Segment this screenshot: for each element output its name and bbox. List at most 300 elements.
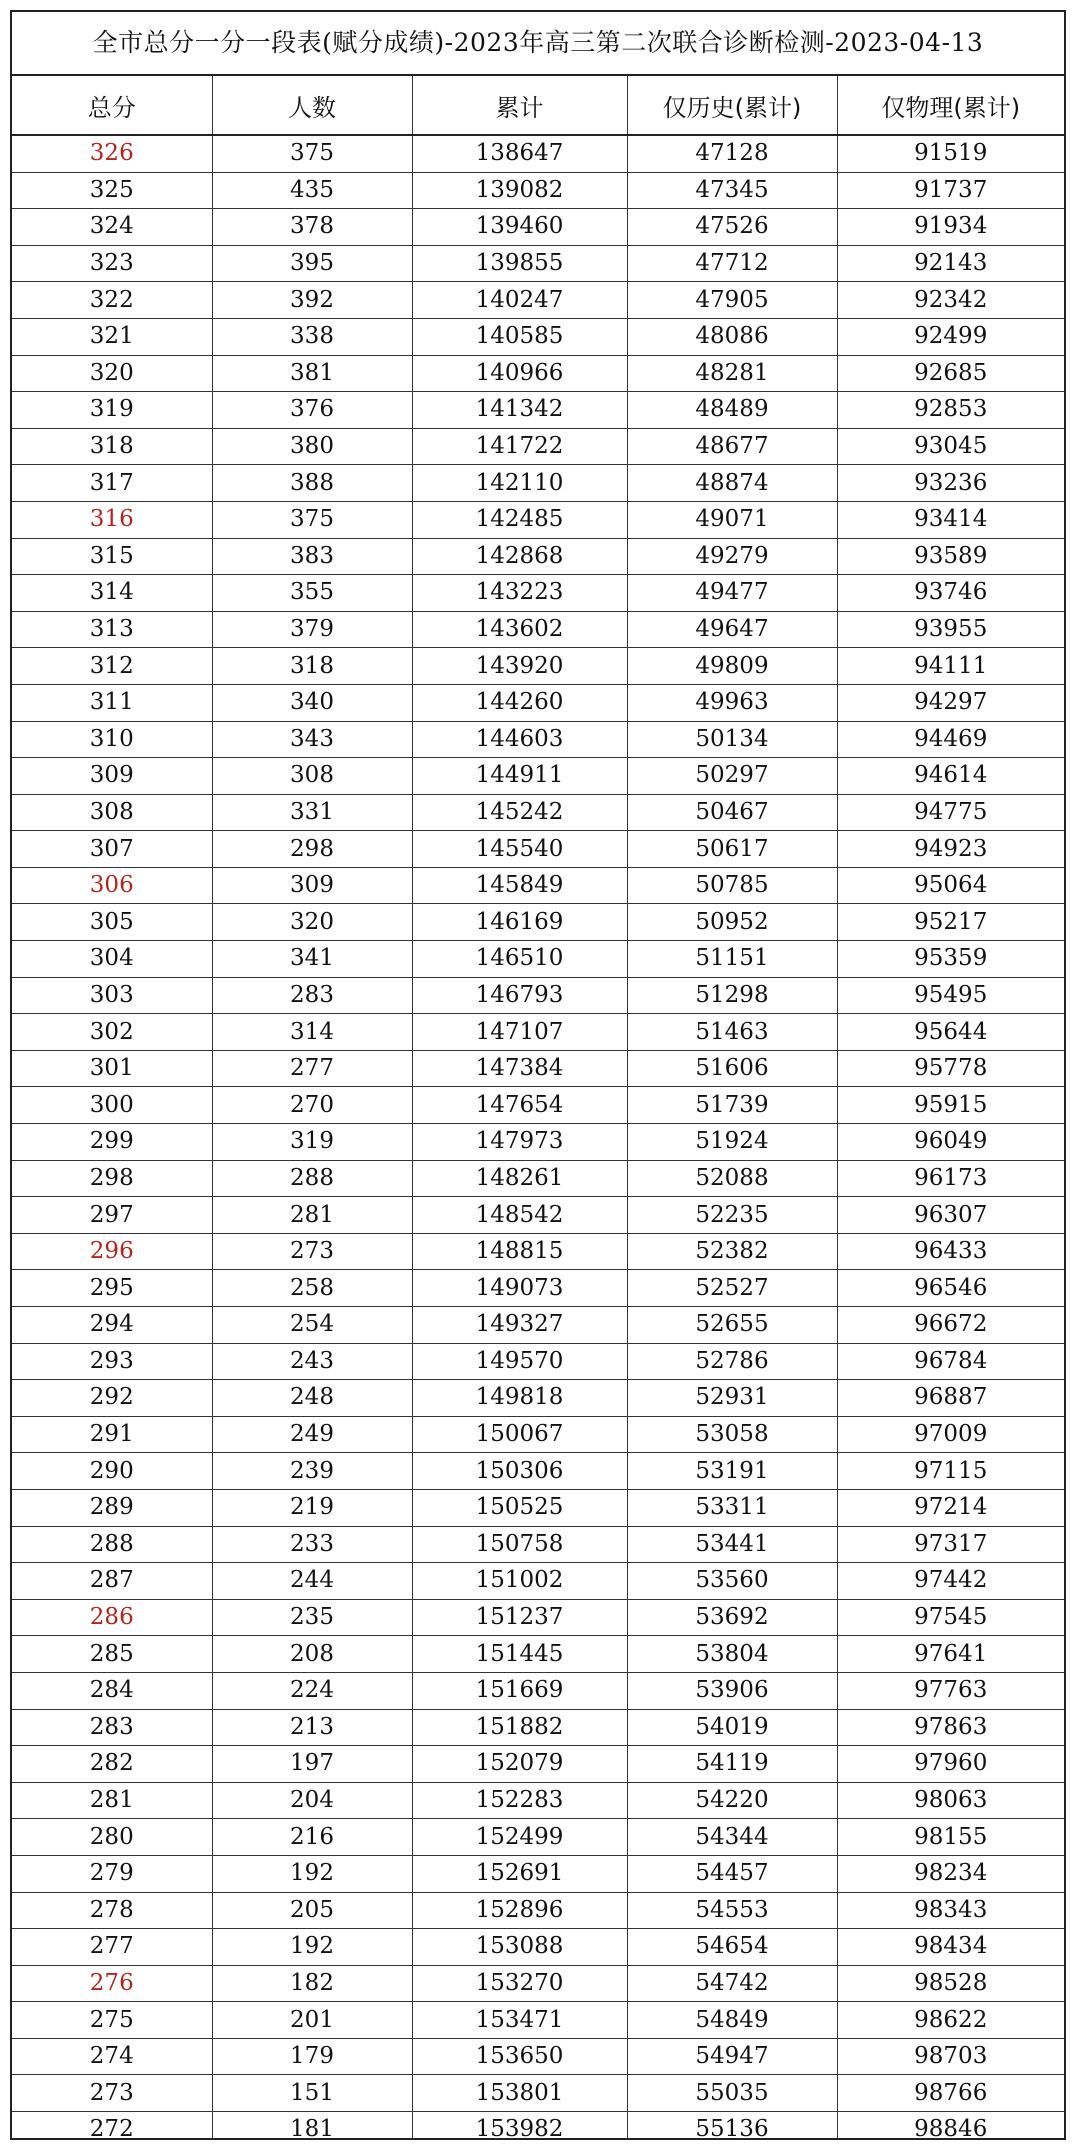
table-row: [12, 867, 1064, 904]
cell-cumulative: 139460: [412, 209, 627, 246]
cell-physics-cumulative: 96546: [837, 1270, 1064, 1307]
table-row: [12, 977, 1064, 1014]
cell-total-score: 273: [12, 2075, 212, 2112]
cell-history-cumulative: 47712: [627, 245, 837, 282]
cell-history-cumulative: 55035: [627, 2075, 837, 2112]
table-row: [12, 1343, 1064, 1380]
cell-history-cumulative: 47345: [627, 172, 837, 209]
cell-history-cumulative: 50785: [627, 867, 837, 904]
cell-cumulative: 144911: [412, 758, 627, 795]
cell-count: 270: [212, 1087, 412, 1124]
cell-total-score: 276: [12, 1965, 212, 2002]
table-row: [12, 904, 1064, 941]
cell-cumulative: 153088: [412, 1929, 627, 1966]
cell-count: 376: [212, 392, 412, 429]
cell-total-score: 324: [12, 209, 212, 246]
table-row: [12, 758, 1064, 795]
cell-physics-cumulative: 97009: [837, 1416, 1064, 1453]
cell-total-score: 307: [12, 831, 212, 868]
table-row: [12, 1014, 1064, 1051]
cell-physics-cumulative: 92499: [837, 318, 1064, 355]
cell-physics-cumulative: 96672: [837, 1307, 1064, 1344]
cell-physics-cumulative: 95064: [837, 867, 1064, 904]
cell-total-score: 290: [12, 1453, 212, 1490]
cell-count: 355: [212, 575, 412, 612]
cell-history-cumulative: 49647: [627, 611, 837, 648]
cell-count: 375: [212, 501, 412, 538]
cell-total-score: 295: [12, 1270, 212, 1307]
cell-count: 181: [212, 2112, 412, 2140]
cell-count: 192: [212, 1855, 412, 1892]
cell-total-score: 323: [12, 245, 212, 282]
table-row: [12, 1892, 1064, 1929]
page-title: 全市总分一分一段表(赋分成绩)-2023年高三第二次联合诊断检测-2023-04-13: [12, 12, 1064, 76]
cell-total-score: 293: [12, 1343, 212, 1380]
cell-count: 331: [212, 794, 412, 831]
cell-history-cumulative: 51739: [627, 1087, 837, 1124]
cell-history-cumulative: 54553: [627, 1892, 837, 1929]
cell-physics-cumulative: 96173: [837, 1160, 1064, 1197]
cell-history-cumulative: 53311: [627, 1489, 837, 1526]
cell-physics-cumulative: 97641: [837, 1636, 1064, 1673]
cell-total-score: 319: [12, 392, 212, 429]
cell-cumulative: 145540: [412, 831, 627, 868]
table-row: [12, 1929, 1064, 1966]
cell-total-score: 286: [12, 1599, 212, 1636]
cell-physics-cumulative: 97115: [837, 1453, 1064, 1490]
table-row: [12, 2112, 1064, 2140]
cell-physics-cumulative: 95778: [837, 1050, 1064, 1087]
cell-count: 388: [212, 465, 412, 502]
cell-count: 338: [212, 318, 412, 355]
cell-total-score: 310: [12, 721, 212, 758]
cell-cumulative: 152283: [412, 1782, 627, 1819]
cell-total-score: 294: [12, 1307, 212, 1344]
cell-cumulative: 143920: [412, 648, 627, 685]
table-row: [12, 1197, 1064, 1234]
column-header-physics-cumulative: 仅物理(累计): [837, 76, 1064, 135]
cell-physics-cumulative: 98528: [837, 1965, 1064, 2002]
cell-history-cumulative: 52527: [627, 1270, 837, 1307]
cell-count: 244: [212, 1563, 412, 1600]
cell-physics-cumulative: 96784: [837, 1343, 1064, 1380]
cell-count: 375: [212, 135, 412, 172]
table-row: [12, 721, 1064, 758]
table-row: [12, 575, 1064, 612]
cell-history-cumulative: 54849: [627, 2002, 837, 2039]
cell-count: 219: [212, 1489, 412, 1526]
cell-count: 204: [212, 1782, 412, 1819]
cell-cumulative: 149818: [412, 1380, 627, 1417]
cell-cumulative: 142110: [412, 465, 627, 502]
cell-history-cumulative: 51298: [627, 977, 837, 1014]
table-row: [12, 1050, 1064, 1087]
cell-cumulative: 145849: [412, 867, 627, 904]
cell-physics-cumulative: 98063: [837, 1782, 1064, 1819]
cell-total-score: 316: [12, 501, 212, 538]
cell-cumulative: 140247: [412, 282, 627, 319]
cell-history-cumulative: 50467: [627, 794, 837, 831]
cell-physics-cumulative: 98434: [837, 1929, 1064, 1966]
cell-history-cumulative: 52235: [627, 1197, 837, 1234]
cell-history-cumulative: 53560: [627, 1563, 837, 1600]
cell-history-cumulative: 51151: [627, 941, 837, 978]
cell-total-score: 279: [12, 1855, 212, 1892]
cell-history-cumulative: 50297: [627, 758, 837, 795]
cell-cumulative: 148261: [412, 1160, 627, 1197]
table-row: [12, 318, 1064, 355]
cell-count: 243: [212, 1343, 412, 1380]
cell-history-cumulative: 54654: [627, 1929, 837, 1966]
cell-count: 308: [212, 758, 412, 795]
table-row: [12, 1453, 1064, 1490]
cell-count: 281: [212, 1197, 412, 1234]
cell-cumulative: 151002: [412, 1563, 627, 1600]
cell-history-cumulative: 49279: [627, 538, 837, 575]
cell-cumulative: 145242: [412, 794, 627, 831]
cell-history-cumulative: 49963: [627, 684, 837, 721]
cell-total-score: 303: [12, 977, 212, 1014]
cell-physics-cumulative: 98766: [837, 2075, 1064, 2112]
cell-total-score: 288: [12, 1526, 212, 1563]
cell-count: 298: [212, 831, 412, 868]
cell-total-score: 277: [12, 1929, 212, 1966]
cell-cumulative: 142485: [412, 501, 627, 538]
cell-history-cumulative: 53058: [627, 1416, 837, 1453]
cell-count: 258: [212, 1270, 412, 1307]
table-row: [12, 1307, 1064, 1344]
cell-history-cumulative: 48086: [627, 318, 837, 355]
cell-physics-cumulative: 98234: [837, 1855, 1064, 1892]
cell-physics-cumulative: 97763: [837, 1672, 1064, 1709]
table-row: [12, 538, 1064, 575]
cell-history-cumulative: 53191: [627, 1453, 837, 1490]
cell-count: 277: [212, 1050, 412, 1087]
cell-history-cumulative: 53692: [627, 1599, 837, 1636]
cell-total-score: 314: [12, 575, 212, 612]
cell-cumulative: 153982: [412, 2112, 627, 2140]
cell-count: 213: [212, 1709, 412, 1746]
table-row: [12, 941, 1064, 978]
cell-physics-cumulative: 97545: [837, 1599, 1064, 1636]
table-row: [12, 245, 1064, 282]
cell-physics-cumulative: 91519: [837, 135, 1064, 172]
cell-total-score: 302: [12, 1014, 212, 1051]
cell-cumulative: 150758: [412, 1526, 627, 1563]
cell-count: 182: [212, 1965, 412, 2002]
cell-history-cumulative: 52088: [627, 1160, 837, 1197]
cell-total-score: 320: [12, 355, 212, 392]
cell-history-cumulative: 49071: [627, 501, 837, 538]
table-row: [12, 1965, 1064, 2002]
table-row: [12, 501, 1064, 538]
cell-physics-cumulative: 92853: [837, 392, 1064, 429]
cell-cumulative: 152691: [412, 1855, 627, 1892]
cell-physics-cumulative: 91737: [837, 172, 1064, 209]
cell-physics-cumulative: 94297: [837, 684, 1064, 721]
cell-history-cumulative: 51606: [627, 1050, 837, 1087]
cell-cumulative: 147384: [412, 1050, 627, 1087]
cell-physics-cumulative: 97317: [837, 1526, 1064, 1563]
cell-total-score: 322: [12, 282, 212, 319]
cell-physics-cumulative: 93414: [837, 501, 1064, 538]
cell-history-cumulative: 48489: [627, 392, 837, 429]
cell-physics-cumulative: 95915: [837, 1087, 1064, 1124]
cell-count: 248: [212, 1380, 412, 1417]
cell-history-cumulative: 49809: [627, 648, 837, 685]
cell-cumulative: 146169: [412, 904, 627, 941]
cell-cumulative: 148542: [412, 1197, 627, 1234]
cell-count: 208: [212, 1636, 412, 1673]
cell-count: 273: [212, 1233, 412, 1270]
cell-count: 205: [212, 1892, 412, 1929]
cell-total-score: 317: [12, 465, 212, 502]
cell-physics-cumulative: 95359: [837, 941, 1064, 978]
cell-total-score: 313: [12, 611, 212, 648]
cell-cumulative: 147107: [412, 1014, 627, 1051]
cell-cumulative: 148815: [412, 1233, 627, 1270]
cell-cumulative: 140585: [412, 318, 627, 355]
table-row: [12, 428, 1064, 465]
table-row: [12, 794, 1064, 831]
cell-physics-cumulative: 96433: [837, 1233, 1064, 1270]
table-row: [12, 611, 1064, 648]
cell-cumulative: 153801: [412, 2075, 627, 2112]
table-row: [12, 135, 1064, 172]
cell-total-score: 301: [12, 1050, 212, 1087]
table-row: [12, 2002, 1064, 2039]
table-row: [12, 392, 1064, 429]
cell-cumulative: 151669: [412, 1672, 627, 1709]
cell-cumulative: 140966: [412, 355, 627, 392]
cell-history-cumulative: 48677: [627, 428, 837, 465]
cell-total-score: 272: [12, 2112, 212, 2140]
cell-physics-cumulative: 95217: [837, 904, 1064, 941]
cell-total-score: 281: [12, 1782, 212, 1819]
cell-count: 235: [212, 1599, 412, 1636]
cell-history-cumulative: 47128: [627, 135, 837, 172]
cell-history-cumulative: 47526: [627, 209, 837, 246]
cell-cumulative: 147654: [412, 1087, 627, 1124]
cell-total-score: 299: [12, 1124, 212, 1161]
cell-cumulative: 152896: [412, 1892, 627, 1929]
cell-count: 319: [212, 1124, 412, 1161]
cell-history-cumulative: 48281: [627, 355, 837, 392]
cell-cumulative: 149570: [412, 1343, 627, 1380]
cell-total-score: 305: [12, 904, 212, 941]
cell-total-score: 278: [12, 1892, 212, 1929]
cell-cumulative: 152499: [412, 1819, 627, 1856]
column-header-cumulative: 累计: [412, 76, 627, 135]
cell-total-score: 282: [12, 1746, 212, 1783]
cell-count: 309: [212, 867, 412, 904]
cell-cumulative: 139082: [412, 172, 627, 209]
cell-total-score: 312: [12, 648, 212, 685]
cell-count: 379: [212, 611, 412, 648]
table-row: [12, 1489, 1064, 1526]
cell-count: 254: [212, 1307, 412, 1344]
table-row: [12, 648, 1064, 685]
table-row: [12, 2075, 1064, 2112]
cell-total-score: 304: [12, 941, 212, 978]
cell-physics-cumulative: 92342: [837, 282, 1064, 319]
cell-cumulative: 142868: [412, 538, 627, 575]
cell-physics-cumulative: 98846: [837, 2112, 1064, 2140]
cell-history-cumulative: 50617: [627, 831, 837, 868]
score-table: [12, 76, 1064, 2140]
cell-history-cumulative: 53906: [627, 1672, 837, 1709]
cell-cumulative: 146793: [412, 977, 627, 1014]
cell-history-cumulative: 53804: [627, 1636, 837, 1673]
cell-cumulative: 144260: [412, 684, 627, 721]
table-row: [12, 1819, 1064, 1856]
cell-total-score: 285: [12, 1636, 212, 1673]
table-row: [12, 209, 1064, 246]
cell-cumulative: 153471: [412, 2002, 627, 2039]
cell-cumulative: 151237: [412, 1599, 627, 1636]
cell-total-score: 298: [12, 1160, 212, 1197]
cell-total-score: 306: [12, 867, 212, 904]
table-row: [12, 1233, 1064, 1270]
cell-cumulative: 153270: [412, 1965, 627, 2002]
column-header-count: 人数: [212, 76, 412, 135]
cell-cumulative: 152079: [412, 1746, 627, 1783]
cell-cumulative: 150525: [412, 1489, 627, 1526]
table-row: [12, 1599, 1064, 1636]
table-row: [12, 1380, 1064, 1417]
cell-count: 288: [212, 1160, 412, 1197]
cell-total-score: 315: [12, 538, 212, 575]
cell-physics-cumulative: 98622: [837, 2002, 1064, 2039]
cell-physics-cumulative: 94469: [837, 721, 1064, 758]
cell-total-score: 275: [12, 2002, 212, 2039]
table-row: [12, 355, 1064, 392]
cell-physics-cumulative: 92685: [837, 355, 1064, 392]
cell-history-cumulative: 54220: [627, 1782, 837, 1819]
cell-history-cumulative: 54947: [627, 2038, 837, 2075]
cell-physics-cumulative: 96887: [837, 1380, 1064, 1417]
cell-count: 201: [212, 2002, 412, 2039]
cell-total-score: 318: [12, 428, 212, 465]
cell-history-cumulative: 48874: [627, 465, 837, 502]
cell-physics-cumulative: 94614: [837, 758, 1064, 795]
table-row: [12, 1270, 1064, 1307]
cell-count: 179: [212, 2038, 412, 2075]
cell-history-cumulative: 52655: [627, 1307, 837, 1344]
cell-total-score: 291: [12, 1416, 212, 1453]
cell-history-cumulative: 52931: [627, 1380, 837, 1417]
cell-history-cumulative: 50134: [627, 721, 837, 758]
cell-cumulative: 150306: [412, 1453, 627, 1490]
cell-count: 383: [212, 538, 412, 575]
cell-count: 216: [212, 1819, 412, 1856]
cell-history-cumulative: 50952: [627, 904, 837, 941]
cell-history-cumulative: 54457: [627, 1855, 837, 1892]
cell-physics-cumulative: 93236: [837, 465, 1064, 502]
cell-cumulative: 149073: [412, 1270, 627, 1307]
table-row: [12, 2038, 1064, 2075]
cell-physics-cumulative: 94775: [837, 794, 1064, 831]
cell-cumulative: 151882: [412, 1709, 627, 1746]
cell-history-cumulative: 54344: [627, 1819, 837, 1856]
cell-physics-cumulative: 97960: [837, 1746, 1064, 1783]
cell-cumulative: 147973: [412, 1124, 627, 1161]
cell-count: 224: [212, 1672, 412, 1709]
cell-count: 151: [212, 2075, 412, 2112]
cell-history-cumulative: 51924: [627, 1124, 837, 1161]
score-table-document: [10, 10, 1066, 2140]
table-row: [12, 1087, 1064, 1124]
cell-total-score: 284: [12, 1672, 212, 1709]
cell-count: 435: [212, 172, 412, 209]
cell-total-score: 287: [12, 1563, 212, 1600]
cell-count: 249: [212, 1416, 412, 1453]
cell-total-score: 297: [12, 1197, 212, 1234]
table-row: [12, 1160, 1064, 1197]
table-row: [12, 1563, 1064, 1600]
cell-physics-cumulative: 93045: [837, 428, 1064, 465]
table-row: [12, 831, 1064, 868]
cell-physics-cumulative: 98343: [837, 1892, 1064, 1929]
cell-count: 395: [212, 245, 412, 282]
cell-count: 283: [212, 977, 412, 1014]
cell-history-cumulative: 55136: [627, 2112, 837, 2140]
cell-cumulative: 143223: [412, 575, 627, 612]
cell-cumulative: 146510: [412, 941, 627, 978]
cell-history-cumulative: 54019: [627, 1709, 837, 1746]
cell-physics-cumulative: 95644: [837, 1014, 1064, 1051]
cell-total-score: 300: [12, 1087, 212, 1124]
table-row: [12, 1672, 1064, 1709]
cell-total-score: 309: [12, 758, 212, 795]
cell-physics-cumulative: 97214: [837, 1489, 1064, 1526]
cell-history-cumulative: 53441: [627, 1526, 837, 1563]
cell-physics-cumulative: 94111: [837, 648, 1064, 685]
table-body: [12, 135, 1064, 2140]
table-row: [12, 1746, 1064, 1783]
cell-physics-cumulative: 95495: [837, 977, 1064, 1014]
cell-total-score: 274: [12, 2038, 212, 2075]
cell-history-cumulative: 54742: [627, 1965, 837, 2002]
table-row: [12, 465, 1064, 502]
cell-total-score: 308: [12, 794, 212, 831]
cell-physics-cumulative: 93955: [837, 611, 1064, 648]
table-row: [12, 1636, 1064, 1673]
cell-physics-cumulative: 97442: [837, 1563, 1064, 1600]
cell-physics-cumulative: 93746: [837, 575, 1064, 612]
cell-physics-cumulative: 93589: [837, 538, 1064, 575]
cell-cumulative: 149327: [412, 1307, 627, 1344]
cell-total-score: 289: [12, 1489, 212, 1526]
table-row: [12, 1855, 1064, 1892]
cell-count: 239: [212, 1453, 412, 1490]
cell-physics-cumulative: 98703: [837, 2038, 1064, 2075]
cell-physics-cumulative: 92143: [837, 245, 1064, 282]
cell-cumulative: 141722: [412, 428, 627, 465]
cell-total-score: 325: [12, 172, 212, 209]
cell-count: 380: [212, 428, 412, 465]
cell-cumulative: 138647: [412, 135, 627, 172]
table-row: [12, 1416, 1064, 1453]
cell-physics-cumulative: 91934: [837, 209, 1064, 246]
table-row: [12, 282, 1064, 319]
cell-total-score: 283: [12, 1709, 212, 1746]
cell-total-score: 292: [12, 1380, 212, 1417]
cell-physics-cumulative: 96049: [837, 1124, 1064, 1161]
cell-total-score: 280: [12, 1819, 212, 1856]
cell-count: 318: [212, 648, 412, 685]
cell-history-cumulative: 47905: [627, 282, 837, 319]
